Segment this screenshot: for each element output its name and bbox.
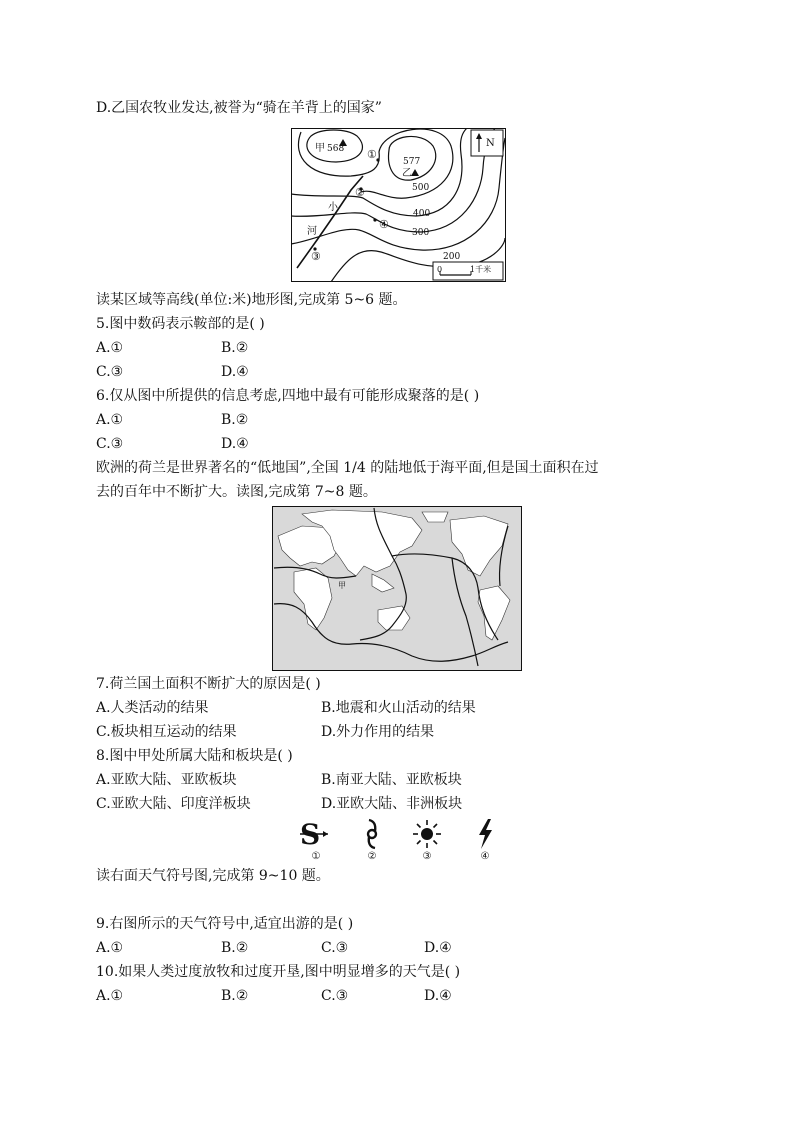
label-point-4: ④ <box>379 218 389 231</box>
label-contour-200: 200 <box>443 252 461 262</box>
q9-option-d[interactable]: D.④ <box>424 940 452 956</box>
label-peak-jia: 568 <box>327 144 345 154</box>
q8-option-d[interactable]: D.亚欧大陆、非洲板块 <box>321 796 463 812</box>
label-point-3: ③ <box>311 250 321 263</box>
typhoon-icon <box>360 818 384 850</box>
q10-option-a[interactable]: A.① <box>96 988 124 1004</box>
world-label-jia: 甲 <box>338 581 346 590</box>
q7-option-d[interactable]: D.外力作用的结果 <box>321 724 435 740</box>
contour-map <box>291 128 506 282</box>
q6-option-a[interactable]: A.① <box>96 412 124 428</box>
q7-option-b[interactable]: B.地震和火山活动的结果 <box>321 700 476 716</box>
q7-stem: 7.荷兰国土面积不断扩大的原因是( ) <box>96 676 321 692</box>
q9-option-c[interactable]: C.③ <box>321 940 349 956</box>
q5-option-c[interactable]: C.③ <box>96 364 124 380</box>
q7-option-a[interactable]: A.人类活动的结果 <box>96 700 209 716</box>
q8-option-c[interactable]: C.亚欧大陆、印度洋板块 <box>96 796 251 812</box>
q9-option-a[interactable]: A.① <box>96 940 124 956</box>
label-peak-yi: 577 <box>403 157 421 167</box>
q8-option-a[interactable]: A.亚欧大陆、亚欧板块 <box>96 772 237 788</box>
option-d-previous: D.乙国农牧业发达,被誉为“骑在羊背上的国家” <box>96 100 382 116</box>
label-river-2: 河 <box>307 226 317 237</box>
label-contour-400: 400 <box>413 209 431 219</box>
sandstorm-icon <box>298 818 332 850</box>
weather-label-4: ④ <box>480 851 490 862</box>
intro-q9-10: 读右面天气符号图,完成第 9~10 题。 <box>96 868 330 884</box>
intro-q7-8-line2: 去的百年中不断扩大。读图,完成第 7~8 题。 <box>96 484 377 500</box>
label-scale-1: 1千米 <box>470 265 492 274</box>
q5-option-b[interactable]: B.② <box>221 340 249 356</box>
label-north: N <box>486 138 495 149</box>
weather-label-2: ② <box>367 851 377 862</box>
q10-stem: 10.如果人类过度放牧和过度开垦,图中明显增多的天气是( ) <box>96 964 461 980</box>
q10-option-d[interactable]: D.④ <box>424 988 452 1004</box>
label-scale-0: 0 <box>437 265 443 274</box>
q10-option-b[interactable]: B.② <box>221 988 249 1004</box>
intro-q7-8-line1: 欧洲的荷兰是世界著名的“低地国”,全国 1/4 的陆地低于海平面,但是国土面积在过 <box>96 460 599 476</box>
sunny-icon <box>411 818 443 850</box>
q6-option-d[interactable]: D.④ <box>221 436 249 452</box>
q6-option-c[interactable]: C.③ <box>96 436 124 452</box>
q10-option-c[interactable]: C.③ <box>321 988 349 1004</box>
label-contour-300: 300 <box>412 228 430 238</box>
q5-stem: 5.图中数码表示鞍部的是( ) <box>96 316 265 332</box>
label-contour-500: 500 <box>412 183 430 193</box>
q6-stem: 6.仅从图中所提供的信息考虑,四地中最有可能形成聚落的是( ) <box>96 388 480 404</box>
q5-option-a[interactable]: A.① <box>96 340 124 356</box>
world-plate-map <box>272 506 522 671</box>
q6-option-b[interactable]: B.② <box>221 412 249 428</box>
thunderstorm-icon <box>474 818 496 850</box>
svg-text:S: S <box>300 818 321 850</box>
q5-option-d[interactable]: D.④ <box>221 364 249 380</box>
q8-option-b[interactable]: B.南亚大陆、亚欧板块 <box>321 772 462 788</box>
intro-q5-6: 读某区域等高线(单位:米)地形图,完成第 5~6 题。 <box>96 292 407 308</box>
q9-stem: 9.右图所示的天气符号中,适宜出游的是( ) <box>96 916 354 932</box>
label-point-2: ② <box>355 186 365 199</box>
q7-option-c[interactable]: C.板块相互运动的结果 <box>96 724 237 740</box>
weather-label-3: ③ <box>422 851 432 862</box>
weather-label-1: ① <box>311 851 321 862</box>
label-point-1: ① <box>367 148 377 161</box>
label-yi: 乙 <box>402 168 412 179</box>
label-jia: 甲 <box>315 143 325 154</box>
q9-option-b[interactable]: B.② <box>221 940 249 956</box>
label-river-1: 小 <box>328 202 338 213</box>
q8-stem: 8.图中甲处所属大陆和板块是( ) <box>96 748 293 764</box>
